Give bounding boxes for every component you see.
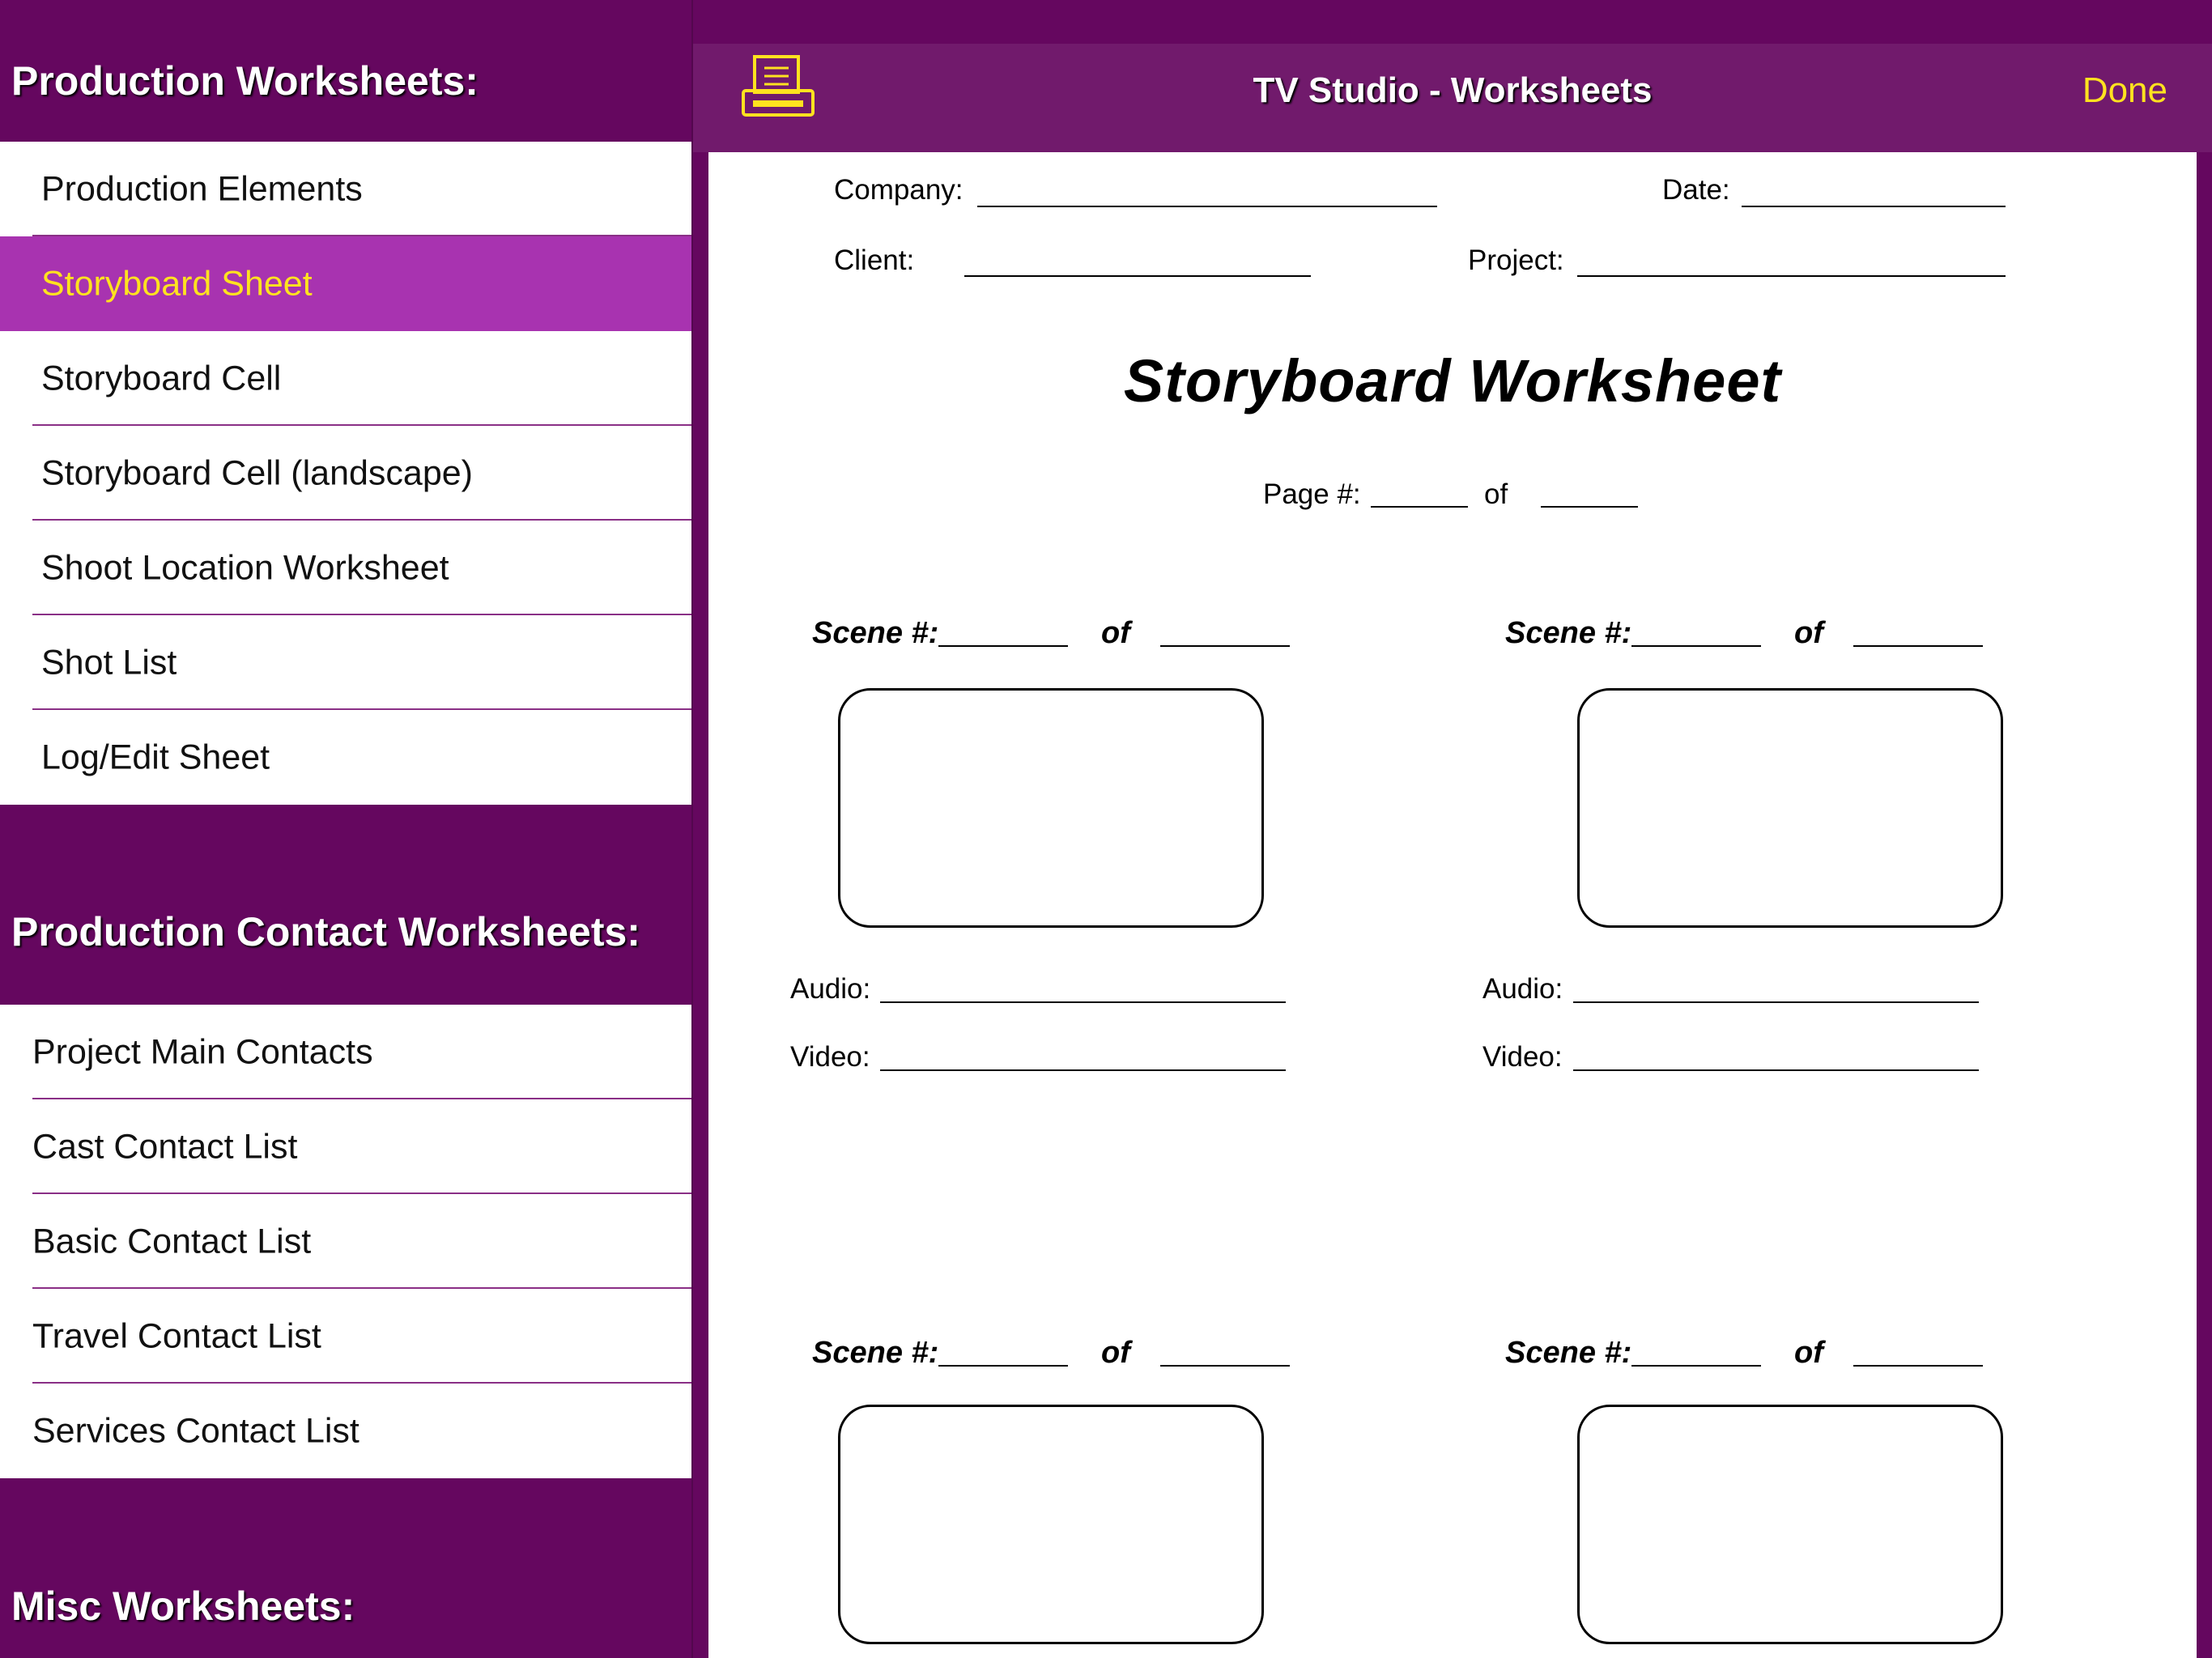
- sidebar-item-label: Shot List: [41, 643, 177, 682]
- sidebar-item-storyboard-cell[interactable]: [0, 331, 691, 426]
- scene-number-label: Scene #:: [1505, 616, 1632, 650]
- sidebar-item-basic-contact-list[interactable]: [0, 1194, 691, 1289]
- sidebar-item-label: Project Main Contacts: [32, 1032, 373, 1071]
- scene-number-line: [938, 645, 1068, 647]
- scene-number-line: [938, 1365, 1068, 1367]
- scene-of-label: of: [1794, 616, 1823, 650]
- section-title-production: Production Worksheets:: [11, 58, 479, 104]
- scene-of-label: of: [1794, 1336, 1823, 1370]
- video-line: [1573, 1069, 1979, 1071]
- audio-line: [1573, 1001, 1979, 1003]
- company-line: [977, 206, 1437, 207]
- scene-number-line: [1631, 1365, 1761, 1367]
- sidebar-item-travel-contact-list[interactable]: [0, 1289, 691, 1384]
- storyboard-frame: [838, 688, 1264, 928]
- worksheet-document: [708, 152, 2197, 1658]
- sidebar-item-shoot-location-worksheet[interactable]: [0, 521, 691, 615]
- section-header-misc: [0, 1478, 691, 1658]
- sidebar-item-label: Storyboard Cell: [41, 359, 282, 397]
- project-line: [1577, 275, 2006, 277]
- contact-worksheets-list: [0, 1005, 691, 1478]
- scene-of-label: of: [1101, 1336, 1130, 1370]
- sidebar-item-label: Travel Contact List: [32, 1316, 321, 1355]
- navigation-title: TV Studio - Worksheets: [1253, 70, 1653, 110]
- sidebar-item-label: Services Contact List: [32, 1411, 359, 1450]
- scene-total-line: [1853, 645, 1983, 647]
- video-line: [880, 1069, 1286, 1071]
- section-title-contacts: Production Contact Worksheets:: [11, 909, 640, 954]
- project-label: Project:: [1468, 244, 1564, 276]
- sidebar-item-label: Storyboard Sheet: [41, 264, 313, 303]
- sidebar-item-storyboard-cell-landscape[interactable]: [0, 426, 691, 521]
- audio-label: Audio:: [1482, 973, 1563, 1005]
- sidebar-item-log-edit-sheet[interactable]: [0, 710, 691, 805]
- page-of-label: of: [1484, 478, 1508, 510]
- client-line: [964, 275, 1311, 277]
- sidebar-item-shot-list[interactable]: [0, 615, 691, 710]
- audio-line: [880, 1001, 1286, 1003]
- worksheet-sidebar: [0, 0, 691, 1658]
- sidebar-item-production-elements[interactable]: [0, 142, 691, 236]
- page-number-line: [1371, 506, 1468, 508]
- section-title-misc: Misc Worksheets:: [11, 1584, 355, 1629]
- section-header-production: [0, 0, 691, 142]
- production-worksheets-list: [0, 142, 691, 805]
- sidebar-item-label: Storyboard Cell (landscape): [41, 453, 473, 492]
- page-total-line: [1541, 506, 1638, 508]
- scene-of-label: of: [1101, 616, 1130, 650]
- sidebar-item-services-contact-list[interactable]: [0, 1384, 691, 1478]
- company-label: Company:: [834, 174, 963, 206]
- scene-total-line: [1160, 1365, 1290, 1367]
- sidebar-item-label: Cast Contact List: [32, 1127, 298, 1166]
- sidebar-item-label: Production Elements: [41, 169, 363, 208]
- storyboard-frame: [1577, 688, 2003, 928]
- scene-total-line: [1160, 645, 1290, 647]
- top-navigation-bar: [693, 44, 2212, 152]
- video-label: Video:: [1482, 1041, 1563, 1073]
- client-label: Client:: [834, 244, 915, 276]
- sidebar-item-cast-contact-list[interactable]: [0, 1099, 691, 1194]
- split-divider: [691, 0, 693, 1658]
- sidebar-item-label: Shoot Location Worksheet: [41, 548, 449, 587]
- date-label: Date:: [1662, 174, 1730, 206]
- done-button[interactable]: Done: [2082, 70, 2167, 110]
- storyboard-frame: [1577, 1405, 2003, 1644]
- date-line: [1742, 206, 2006, 207]
- audio-label: Audio:: [790, 973, 871, 1005]
- scene-total-line: [1853, 1365, 1983, 1367]
- document-title: Storyboard Worksheet: [1123, 347, 1782, 414]
- scene-number-label: Scene #:: [812, 616, 939, 650]
- scene-number-line: [1631, 645, 1761, 647]
- sidebar-item-label: Log/Edit Sheet: [41, 738, 270, 776]
- scene-number-label: Scene #:: [1505, 1336, 1632, 1370]
- scene-number-label: Scene #:: [812, 1336, 939, 1370]
- storyboard-frame: [838, 1405, 1264, 1644]
- sidebar-item-storyboard-sheet[interactable]: [0, 236, 691, 331]
- section-header-contacts: [0, 805, 691, 1005]
- video-label: Video:: [790, 1041, 870, 1073]
- sidebar-item-project-main-contacts[interactable]: [0, 1005, 691, 1099]
- sidebar-item-label: Basic Contact List: [32, 1222, 312, 1261]
- page-number-label: Page #:: [1263, 478, 1361, 510]
